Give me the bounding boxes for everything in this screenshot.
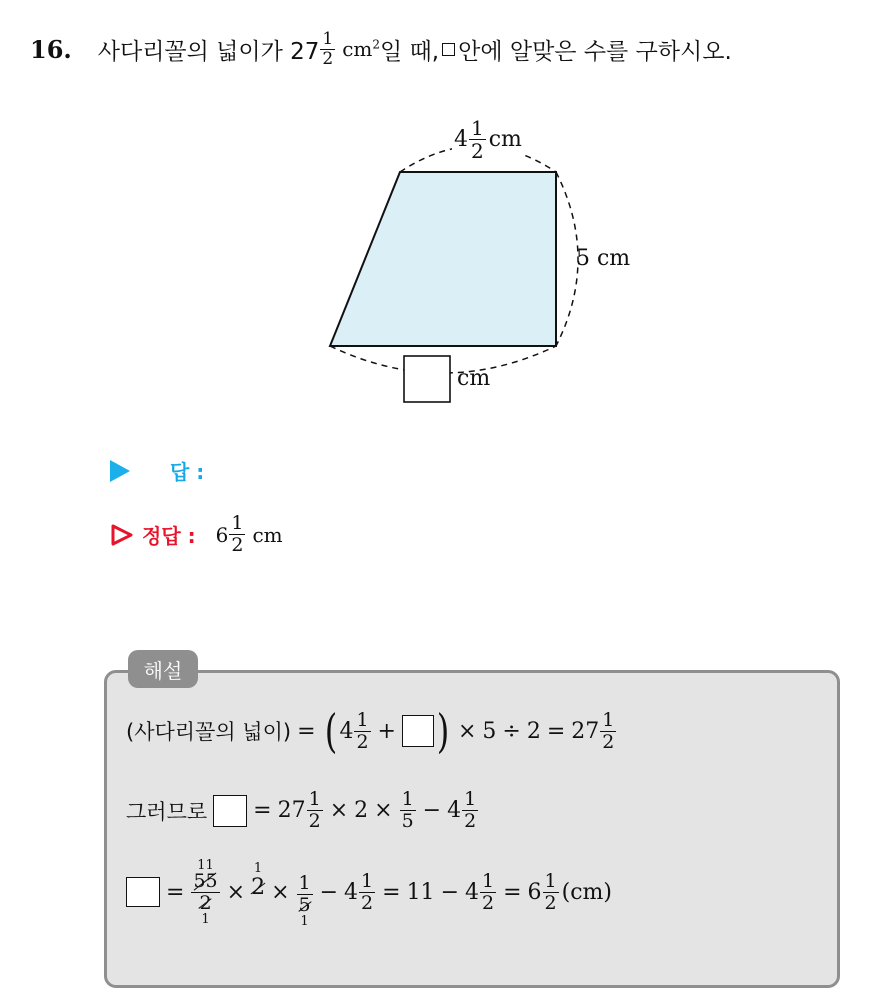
trapezoid-shape	[330, 172, 556, 346]
blank-box-icon	[213, 795, 247, 827]
correct-answer-label: 정답 :	[142, 524, 196, 548]
outline-triangle-icon	[110, 523, 134, 547]
blank-box-icon	[442, 43, 455, 56]
question-text-after: 일 때,	[380, 38, 440, 65]
blank-box-icon	[402, 715, 434, 747]
question-line	[30, 24, 732, 74]
correct-answer-row	[110, 514, 283, 555]
height-label: 5 cm	[576, 246, 631, 271]
area-fraction: $\frac{1}{2}$	[322, 28, 334, 69]
question-text-after2: 안에 알맞은 수를 구하시오.	[458, 38, 732, 65]
correct-answer-value: 6 $\frac{1}{2}$ cm	[215, 512, 283, 556]
filled-triangle-icon	[110, 460, 130, 482]
bottom-blank-box	[404, 356, 450, 402]
solution-line-1: (사다리꼴의 넓이) = ( 4 $\frac{1}{2}$ + ) × 5 ÷ 2 = 27 $\frac{1}{2}$	[126, 704, 615, 758]
area-unit: $cm^2$	[342, 37, 381, 61]
height-dimension-arc	[556, 172, 578, 346]
question-number: 16.	[30, 34, 72, 64]
solution-line-3: = 11 $\frac{55}{2}$ 1 × 1 2 × $\frac{1}{5}$ 1 − 4 $\frac{1}{2}$ = 11 − 4 $\frac{1}{2}$ = 6 $\frac{1}{2}$ (cm)	[126, 856, 612, 928]
solution-unit: (cm)	[561, 879, 612, 905]
solution-tag: 해설	[128, 650, 198, 688]
question-text-before: 사다리꼴의 넓이가 27	[97, 38, 320, 65]
answer-row	[110, 456, 204, 485]
blank-box-icon	[126, 877, 160, 907]
solution-line-2: 그러므로 = 27 $\frac{1}{2}$ × 2 × $\frac{1}{5}$ − 4 $\frac{1}{2}$	[126, 788, 477, 832]
answer-label: 답 :	[170, 460, 205, 484]
top-length-label: 4 $\frac{1}{2}$ cm	[454, 116, 522, 163]
bottom-unit-label: cm	[457, 366, 491, 391]
